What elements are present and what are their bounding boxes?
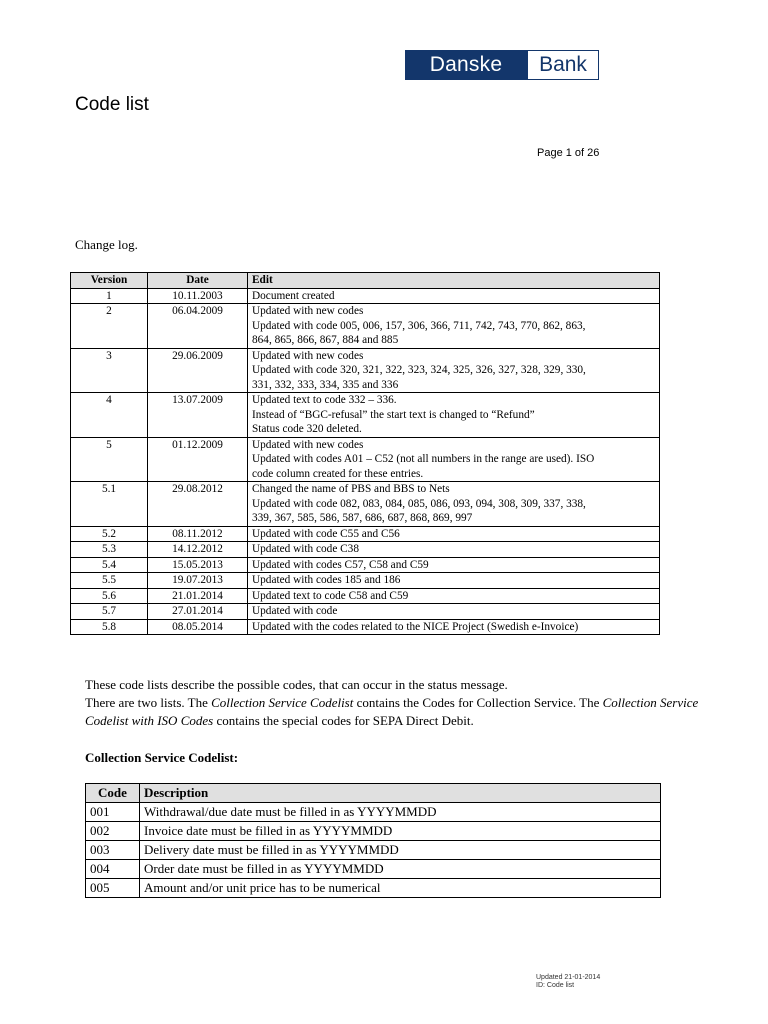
edit-line: Updated with codes A01 – C52 (not all numbers in the range are used). ISO — [252, 453, 595, 465]
date-cell: 10.11.2003 — [148, 288, 248, 304]
change-log-row — [71, 437, 660, 482]
page-number: Page 1 of 26 — [537, 147, 600, 159]
edit-cell — [248, 482, 660, 527]
date-cell: 14.12.2012 — [148, 542, 248, 558]
code-cell: 002 — [86, 822, 140, 841]
edit-cell — [248, 542, 660, 558]
logo-part-bank: Bank — [527, 50, 599, 80]
change-log-row — [71, 482, 660, 527]
footer-updated: Updated 21-01-2014 — [536, 974, 601, 981]
date-cell: 06.04.2009 — [148, 304, 248, 349]
version-cell: 5.7 — [71, 604, 148, 620]
date-cell: 08.05.2014 — [148, 619, 248, 635]
description-cell: Withdrawal/due date must be filled in as YYYYMMDD — [140, 803, 661, 822]
intro-list-name-2: Collection Service Codelist with ISO Codes — [85, 695, 699, 728]
codelist-body — [86, 803, 661, 898]
edit-line: Updated text to code C58 and C59 — [252, 589, 409, 602]
date-cell: 08.11.2012 — [148, 526, 248, 542]
edit-cell — [248, 526, 660, 542]
version-cell: 3 — [71, 348, 148, 393]
edit-line: Updated with codes 185 and 186 — [252, 574, 401, 586]
code-cell: 004 — [86, 860, 140, 879]
version-cell: 5.8 — [71, 619, 148, 635]
change-log-heading: Change log. — [75, 237, 138, 252]
edit-line: Updated with code — [252, 605, 338, 617]
intro-text-a: There are two lists. The — [85, 695, 212, 710]
date-cell: 01.12.2009 — [148, 437, 248, 482]
date-cell: 19.07.2013 — [148, 573, 248, 589]
intro-line-2 — [85, 694, 725, 730]
intro-text-e: contains the special codes for SEPA Direct Debit. — [213, 713, 474, 728]
edit-cell — [248, 304, 660, 349]
change-log-row — [71, 542, 660, 558]
codelist-heading: Collection Service Codelist: — [85, 750, 239, 765]
edit-cell — [248, 557, 660, 573]
edit-line: code column created for these entries. — [252, 467, 424, 480]
code-cell: 005 — [86, 879, 140, 898]
edit-cell — [248, 288, 660, 304]
edit-cell — [248, 588, 660, 604]
version-cell: 2 — [71, 304, 148, 349]
edit-cell — [248, 348, 660, 393]
version-cell: 1 — [71, 288, 148, 304]
change-log-body — [71, 288, 660, 635]
edit-line: 331, 332, 333, 334, 335 and 336 — [252, 378, 399, 391]
codelist-row — [86, 841, 661, 860]
version-cell: 5 — [71, 437, 148, 482]
description-cell: Order date must be filled in as YYYYMMDD — [140, 860, 661, 879]
edit-cell — [248, 604, 660, 620]
change-log-row — [71, 304, 660, 349]
edit-line: Updated with code 005, 006, 157, 306, 366, 711, 742, 743, 770, 862, 863, — [252, 319, 586, 332]
page-footer — [536, 974, 600, 990]
edit-line: Status code 320 deleted. — [252, 423, 362, 435]
edit-cell — [248, 573, 660, 589]
edit-line: Updated with the codes related to the NICE Project (Swedish e-Invoice) — [252, 620, 579, 633]
codelist-row — [86, 879, 661, 898]
document-title: Code list — [75, 94, 149, 115]
date-cell: 29.06.2009 — [148, 348, 248, 393]
edit-line: Updated with codes C57, C58 and C59 — [252, 558, 429, 571]
change-log-row — [71, 348, 660, 393]
edit-line: Changed the name of PBS and BBS to Nets — [252, 483, 450, 495]
edit-line: Updated with new codes — [252, 349, 364, 362]
date-cell: 15.05.2013 — [148, 557, 248, 573]
code-cell: 003 — [86, 841, 140, 860]
edit-line: Updated with code 320, 321, 322, 323, 324, 325, 326, 327, 328, 329, 330, — [252, 364, 586, 376]
change-log-row — [71, 604, 660, 620]
danske-bank-logo — [405, 50, 599, 80]
edit-line: Updated text to code 332 – 336. — [252, 394, 397, 406]
change-log-row — [71, 619, 660, 635]
code-cell: 001 — [86, 803, 140, 822]
column-header-date: Date — [148, 273, 248, 289]
intro-paragraph — [85, 676, 725, 730]
edit-cell — [248, 437, 660, 482]
intro-list-name-1: Collection Service Codelist — [211, 695, 354, 710]
version-cell: 5.4 — [71, 557, 148, 573]
date-cell: 13.07.2009 — [148, 393, 248, 438]
version-cell: 4 — [71, 393, 148, 438]
change-log-header-row — [71, 273, 660, 289]
description-cell: Amount and/or unit price has to be numerical — [140, 879, 661, 898]
version-cell: 5.6 — [71, 588, 148, 604]
change-log-row — [71, 526, 660, 542]
codelist-table — [85, 783, 661, 898]
description-cell: Delivery date must be filled in as YYYYMMDD — [140, 841, 661, 860]
change-log-row — [71, 588, 660, 604]
edit-line: Updated with code C38 — [252, 543, 359, 555]
edit-line: Updated with code C55 and C56 — [252, 527, 400, 540]
column-header-version: Version — [71, 273, 148, 289]
edit-line: Updated with new codes — [252, 305, 364, 317]
change-log-row — [71, 573, 660, 589]
date-cell: 29.08.2012 — [148, 482, 248, 527]
column-header-code: Code — [86, 784, 140, 803]
change-log-row — [71, 557, 660, 573]
edit-line: 864, 865, 866, 867, 884 and 885 — [252, 334, 399, 346]
version-cell: 5.3 — [71, 542, 148, 558]
codelist-row — [86, 822, 661, 841]
change-log-row — [71, 288, 660, 304]
change-log-table — [70, 272, 660, 635]
version-cell: 5.2 — [71, 526, 148, 542]
column-header-description: Description — [140, 784, 661, 803]
edit-line: Updated with new codes — [252, 438, 364, 451]
logo-part-danske: Danske — [405, 50, 527, 80]
edit-cell — [248, 393, 660, 438]
codelist-row — [86, 860, 661, 879]
edit-line: Instead of “BGC-refusal” the start text is changed to “Refund” — [252, 408, 535, 421]
intro-text-c: contains the Codes for Collection Service. The — [353, 695, 603, 710]
version-cell: 5.5 — [71, 573, 148, 589]
version-cell: 5.1 — [71, 482, 148, 527]
intro-line-1: These code lists describe the possible codes, that can occur in the status message. — [85, 677, 508, 692]
date-cell: 21.01.2014 — [148, 588, 248, 604]
edit-line: Updated with code 082, 083, 084, 085, 086, 093, 094, 308, 309, 337, 338, — [252, 497, 586, 510]
edit-line: Document created — [252, 289, 335, 302]
description-cell: Invoice date must be filled in as YYYYMMDD — [140, 822, 661, 841]
change-log-row — [71, 393, 660, 438]
codelist-row — [86, 803, 661, 822]
footer-id: ID: Code list — [536, 982, 575, 989]
date-cell: 27.01.2014 — [148, 604, 248, 620]
edit-line: 339, 367, 585, 586, 587, 686, 687, 868, 869, 997 — [252, 512, 473, 524]
column-header-edit: Edit — [248, 273, 660, 289]
edit-cell — [248, 619, 660, 635]
codelist-header-row — [86, 784, 661, 803]
